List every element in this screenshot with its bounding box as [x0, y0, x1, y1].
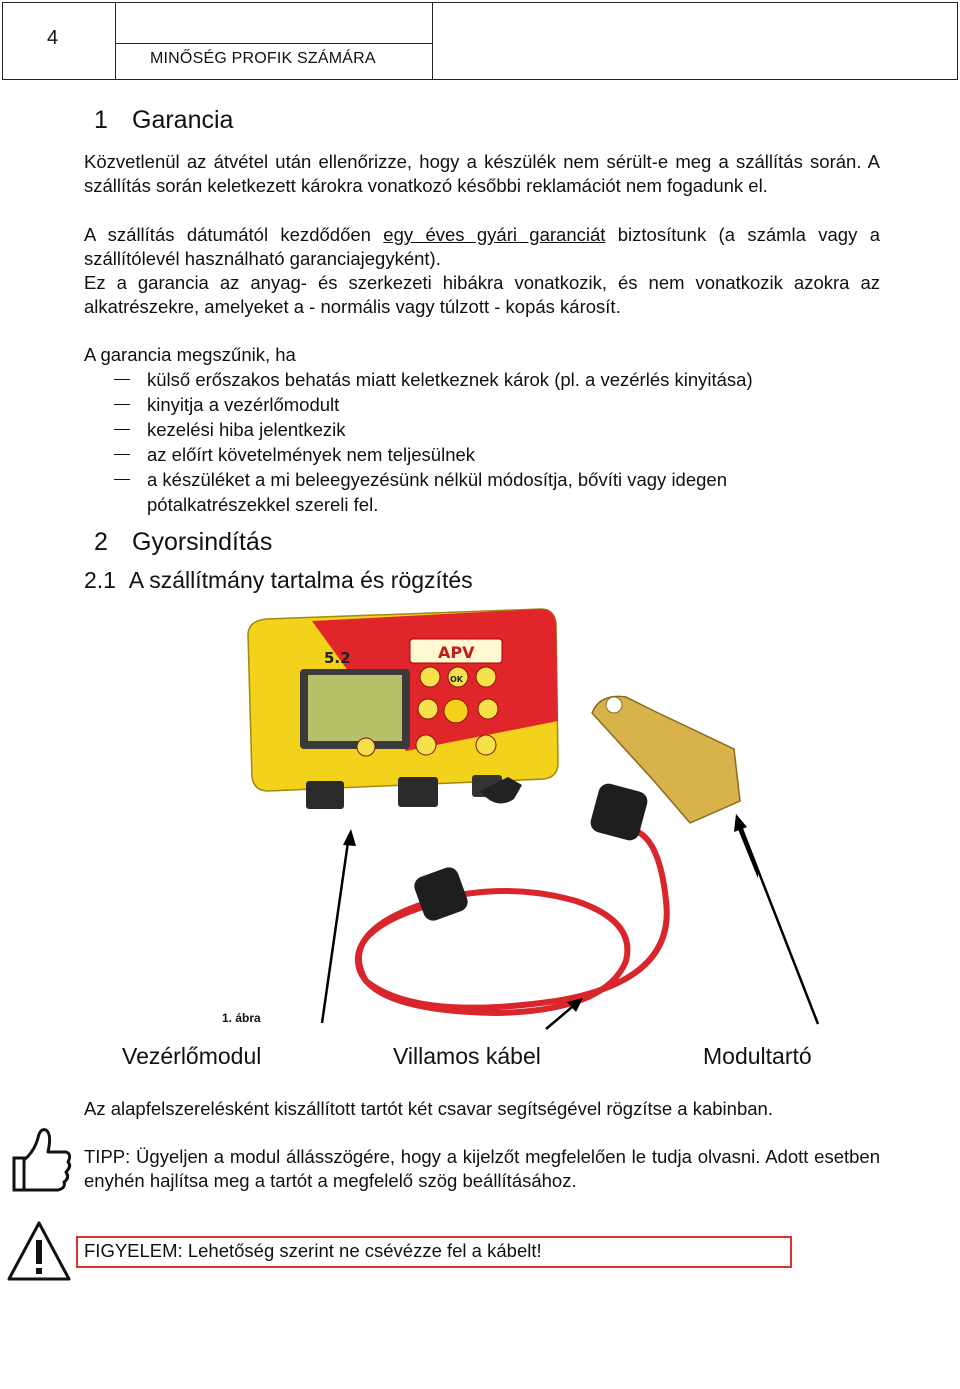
paragraph-warranty-scope: Ez a garancia az anyag- és szerkezeti hibákra vonatkozik, és nem vonatkozik azokra az alkatrészekre, amelyeket a - normális vagy túlzott - kopás károsít. [84, 272, 880, 317]
list-item-text: kezelési hiba jelentkezik [147, 419, 346, 440]
section-2-number: 2 [94, 528, 108, 556]
tip-text: : Ügyeljen a modul állásszögére, hogy a kijelzőt megfelelően le tudja olvasni. Adott esetben enyhén hajlítsa meg a tartót a megfelelő szög beállításához. [84, 1146, 880, 1191]
dash-bullet [114, 404, 130, 405]
label-module-holder: Modultartó [703, 1043, 812, 1069]
modultarto-arrow [730, 810, 830, 1030]
list-item [84, 442, 874, 467]
dash-bullet [114, 429, 130, 430]
paragraph-inspection: Közvetlenül az átvétel után ellenőrizze, hogy a készülék nem sérült-e meg a szállítás során. A szállítás során keletkezett károkra vonatkozó későbbi reklamációt nem fogadunk el. [84, 151, 880, 196]
dash-bullet [114, 379, 130, 380]
arrow-head [343, 829, 356, 846]
section-1-number: 1 [94, 106, 108, 134]
list-item-text: külső erőszakos behatás miatt keletkeznek károk (pl. a vezérlés kinyitása) [147, 369, 753, 390]
list-item-text: az előírt követelmények nem teljesülnek [147, 444, 476, 465]
section-2-heading [94, 528, 272, 557]
header-title: MINŐSÉG PROFIK SZÁMÁRA [150, 50, 376, 67]
ok-button-text: OK [450, 675, 463, 684]
list-item [84, 367, 874, 392]
warranty-void-list [84, 342, 874, 517]
list-intro: A garancia megszűnik, ha [84, 344, 296, 365]
cable-plugs-illustration [412, 781, 650, 923]
header-title-cell [115, 2, 433, 80]
section-1-title: Garancia [132, 106, 234, 134]
electric-cable-illustration [358, 831, 667, 1013]
warning-emphasis: ne [339, 1240, 360, 1261]
warranty-underlined: egy éves gyári garanciát [383, 224, 606, 245]
label-control-module: Vezérlőmodul [122, 1043, 262, 1069]
label-electric-cable: Villamos kábel [393, 1043, 541, 1069]
section-1-heading [94, 106, 233, 135]
header-empty-cell [432, 2, 958, 80]
warning-text-after: csévézze fel a kábelt! [359, 1240, 542, 1261]
paragraph-mounting: Az alapfelszerelésként kiszállított tartót két csavar segítségével rögzítse a kabinban. [84, 1098, 773, 1119]
dash-bullet [114, 454, 130, 455]
product-photo [196, 601, 758, 1033]
logo-text: APV [438, 643, 475, 662]
section-2-1-title: A szállítmány tartalma és rögzítés [128, 567, 473, 593]
device-model-text: 5.2 [324, 649, 351, 667]
list-item [84, 417, 874, 442]
warning-text-before: : Lehetőség szerint [177, 1240, 340, 1261]
warning-label: FIGYELEM [84, 1240, 178, 1261]
page-number-cell [2, 2, 116, 80]
section-2-title: Gyorsindítás [132, 528, 273, 556]
dash-bullet [114, 479, 130, 480]
tip-paragraph [84, 1145, 880, 1193]
warranty-text-before: A szállítás dátumától kezdődően [84, 224, 384, 245]
section-2-1-number: 2.1 [84, 567, 116, 593]
warning-triangle-icon [6, 1220, 72, 1282]
list-item [84, 467, 874, 517]
section-2-1-heading [84, 567, 473, 594]
header-divider [116, 43, 432, 44]
page-number: 4 [47, 27, 59, 49]
tip-label: TIPP [84, 1146, 126, 1167]
warranty-text-after: biztosítunk (a számla vagy a szállítólevél használható garanciajegyként). [84, 224, 880, 269]
list-item [84, 392, 874, 417]
list-item-text: a készüléket a mi beleegyezésünk nélkül módosítja, bővíti vagy idegen pótalkatrészekkel szereli fel. [147, 469, 728, 515]
thumbs-up-icon [8, 1124, 74, 1194]
list-item-text: kinyitja a vezérlőmodult [147, 394, 340, 415]
page-header [2, 2, 958, 80]
warning-text [84, 1239, 542, 1263]
paragraph-warranty-period [84, 223, 880, 271]
figure-caption: 1. ábra [218, 1008, 282, 1028]
control-module-illustration [248, 609, 558, 809]
